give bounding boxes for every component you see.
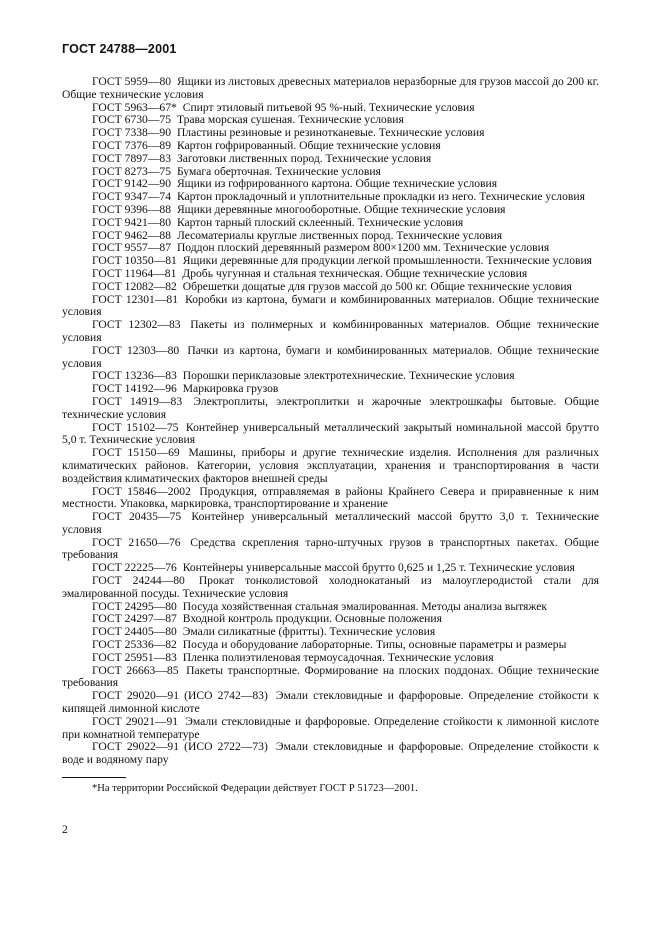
reference-code: ГОСТ 22225—76 <box>92 561 177 575</box>
reference-item <box>62 741 599 767</box>
reference-code: ГОСТ 9396—88 <box>92 202 172 216</box>
reference-code: ГОСТ 25951—83 <box>92 650 177 664</box>
reference-item <box>62 716 599 742</box>
reference-code: ГОСТ 9557—87 <box>92 241 172 255</box>
reference-title: Эмали стекловидные и фарфоровые. Определение стойкости к воде и водяному пару <box>62 740 599 767</box>
page-header-title: ГОСТ 24788—2001 <box>62 42 177 56</box>
reference-code: ГОСТ 7376—89 <box>92 138 172 152</box>
reference-code: ГОСТ 15846—2002 <box>92 484 191 498</box>
reference-code: ГОСТ 14192—96 <box>92 382 177 396</box>
reference-title: Электроплиты, электроплитки и жарочные электрошкафы бытовые. Общие технические условия <box>62 394 599 421</box>
reference-title: Порошки периклазовые электротехнические. Технические условия <box>182 369 515 383</box>
reference-title: Эмали стекловидные и фарфоровые. Определение стойкости к лимонной кислоте при комнатной температуре <box>62 714 599 741</box>
reference-title: Пленка полиэтиленовая термоусадочная. Технические условия <box>182 650 494 664</box>
reference-code: ГОСТ 24295—80 <box>92 599 177 613</box>
reference-code: ГОСТ 9462—88 <box>92 228 172 242</box>
reference-code: ГОСТ 24297—87 <box>92 612 177 626</box>
reference-title: Пачки из картона, бумаги и комбинированных материалов. Общие технические условия <box>62 343 599 370</box>
reference-code: ГОСТ 15102—75 <box>92 420 179 434</box>
reference-title: Ящики деревянные многооборотные. Общие технические условия <box>176 202 506 216</box>
reference-code: ГОСТ 12082—82 <box>92 279 177 293</box>
footnote-text: *На территории Российской Федерации действует ГОСТ Р 51723—2001. <box>92 783 418 794</box>
reference-code: ГОСТ 14919—83 <box>92 394 183 408</box>
reference-code: ГОСТ 12303—80 <box>92 343 180 357</box>
reference-title: Контейнер универсальный металлический закрытый номинальной массой брутто 5,0 т. Технические условия <box>62 420 599 447</box>
reference-item <box>62 294 599 320</box>
reference-item <box>62 396 599 422</box>
reference-title: Ящики деревянные для продукции легкой промышленности. Технические условия <box>182 254 593 268</box>
reference-title: Контейнер универсальный металлический массой брутто 3,0 т. Технические условия <box>62 510 599 536</box>
reference-code: ГОСТ 29020—91 (ИСО 2742—83) <box>92 689 268 703</box>
reference-code: ГОСТ 26663—85 <box>92 663 179 677</box>
reference-code: ГОСТ 5963—67* <box>92 100 177 114</box>
reference-title: Поддон плоский деревянный размером 800×1200 мм. Технические условия <box>176 241 550 255</box>
reference-code: ГОСТ 25336—82 <box>92 638 177 652</box>
reference-title: Картон тарный плоский склеенный. Технические условия <box>176 215 464 229</box>
reference-title: Бумага оберточная. Технические условия <box>176 164 381 178</box>
reference-item <box>62 422 599 448</box>
normative-references-list <box>62 76 599 767</box>
reference-code: ГОСТ 24244—80 <box>92 574 185 588</box>
footnote-separator <box>62 777 126 778</box>
reference-title: Посуда и оборудование лабораторные. Типы, основные параметры и размеры <box>182 638 567 652</box>
reference-item <box>62 447 599 485</box>
reference-code: ГОСТ 9421—80 <box>92 215 172 229</box>
reference-code: ГОСТ 12301—81 <box>92 292 179 306</box>
reference-code: ГОСТ 24405—80 <box>92 625 177 639</box>
reference-title: Пакеты из полимерных и комбинированных материалов. Общие технические условия <box>62 318 599 344</box>
reference-title: Дробь чугунная и стальная техническая. Общие технические условия <box>182 266 528 280</box>
reference-title: Лесоматериалы круглые лиственных пород. Технические условия <box>176 228 503 242</box>
reference-code: ГОСТ 20435—75 <box>92 510 182 524</box>
reference-item <box>62 690 599 716</box>
reference-code: ГОСТ 12302—83 <box>92 318 181 332</box>
reference-title: Картон гофрированный. Общие технические условия <box>176 138 441 152</box>
reference-title: Средства скрепления тарно-штучных грузов в транспортных пакетах. Общие требования <box>62 535 599 562</box>
reference-code: ГОСТ 13236—83 <box>92 369 177 383</box>
reference-title: Спирт этиловый питьевой 95 %-ный. Технические условия <box>182 100 475 114</box>
reference-title: Пластины резиновые и резинотканевые. Технические условия <box>176 126 485 140</box>
reference-code: ГОСТ 9347—74 <box>92 190 172 204</box>
reference-title: Ящики из листовых древесных материалов неразборные для грузов массой до 200 кг. Общие технические условия <box>62 75 599 101</box>
reference-title: Продукция, отправляемая в районы Крайнего Севера и приравненные к ним местности. Упаковка, маркировка, транспортирование и хранение <box>62 484 599 511</box>
reference-title: Посуда хозяйственная стальная эмалированная. Методы анализа вытяжек <box>182 599 548 613</box>
reference-item <box>62 665 599 691</box>
reference-item <box>62 76 599 102</box>
reference-title: Эмали силикатные (фритты). Технические условия <box>182 625 436 639</box>
reference-title: Заготовки лиственных пород. Технические условия <box>176 151 432 165</box>
reference-code: ГОСТ 8273—75 <box>92 164 172 178</box>
reference-code: ГОСТ 7338—90 <box>92 126 172 140</box>
reference-title: Контейнеры универсальные массой брутто 0,625 и 1,25 т. Технические условия <box>182 561 575 575</box>
reference-title: Коробки из картона, бумаги и комбинированных материалов. Общие технические условия <box>62 292 599 319</box>
reference-title: Обрешетки дощатые для грузов массой до 500 кг. Общие технические условия <box>182 279 572 293</box>
reference-title: Трава морская сушеная. Технические условия <box>176 113 404 127</box>
reference-code: ГОСТ 10350—81 <box>92 254 177 268</box>
reference-code: ГОСТ 11964—81 <box>92 266 177 280</box>
reference-item <box>62 319 599 345</box>
reference-title: Прокат тонколистовой холоднокатаный из малоуглеродистой стали для эмалированной посуды. Технические условия <box>62 574 599 600</box>
reference-item <box>62 511 599 537</box>
reference-code: ГОСТ 9142—90 <box>92 177 172 191</box>
reference-item <box>62 537 599 563</box>
reference-code: ГОСТ 29021—91 <box>92 714 179 728</box>
reference-title: Маркировка грузов <box>182 382 279 396</box>
reference-code: ГОСТ 21650—76 <box>92 535 181 549</box>
reference-code: ГОСТ 5959—80 <box>92 75 172 88</box>
reference-item <box>62 486 599 512</box>
reference-code: ГОСТ 6730—75 <box>92 113 172 127</box>
reference-title: Пакеты транспортные. Формирование на плоских поддонах. Общие технические требования <box>62 663 599 690</box>
reference-code: ГОСТ 15150—69 <box>92 446 180 460</box>
reference-title: Машины, приборы и другие технические изделия. Исполнения для различных климатических районов. Категории, условия эксплуатации, хранения и транспортирования в части воздействия климатических факторов внешней среды <box>62 446 599 485</box>
reference-code: ГОСТ 7897—83 <box>92 151 172 165</box>
page-number: 2 <box>62 823 68 836</box>
reference-code: ГОСТ 29022—91 (ИСО 2722—73) <box>92 740 268 754</box>
reference-title: Эмали стекловидные и фарфоровые. Определение стойкости к кипящей лимонной кислоте <box>62 689 599 716</box>
reference-item <box>62 575 599 601</box>
reference-title: Входной контроль продукции. Основные положения <box>182 612 442 626</box>
reference-item <box>62 345 599 371</box>
reference-title: Ящики из гофрированного картона. Общие технические условия <box>176 177 498 191</box>
reference-title: Картон прокладочный и уплотнительные прокладки из него. Технические условия <box>176 190 585 204</box>
